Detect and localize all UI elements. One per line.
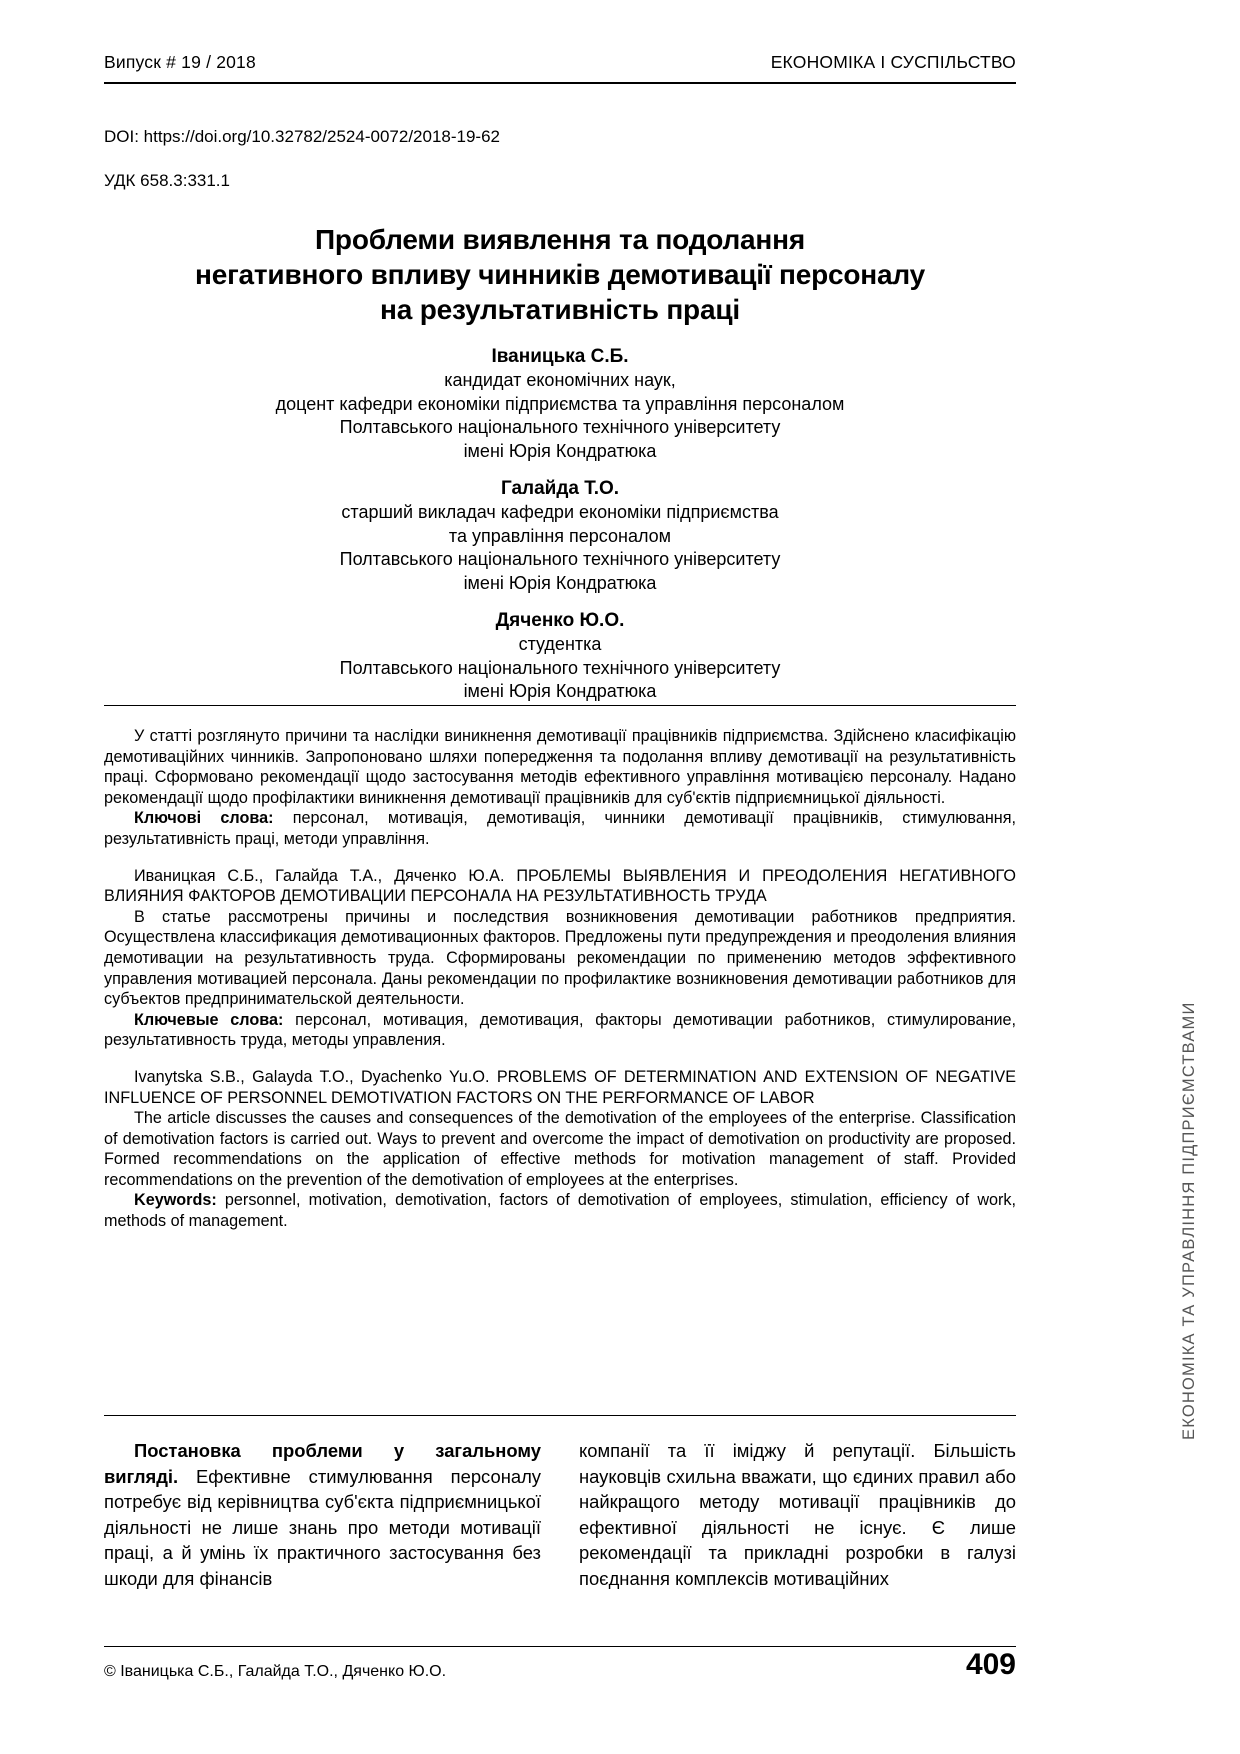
author-entry <box>104 344 1016 463</box>
keywords-ru <box>104 1010 1016 1051</box>
running-head-journal: ЕКОНОМІКА І СУСПІЛЬСТВО <box>770 52 1016 72</box>
author-affiliation-line: студентка <box>518 634 602 654</box>
keywords-ru-values: персонал, мотивация, демотивация, факторы демотивации работников, стимулирование, результативность труда, методы управления. <box>104 1010 1017 1050</box>
page-number: 409 <box>965 1648 1016 1681</box>
author-affiliation-line: доцент кафедри економіки підприємства та управління персоналом <box>275 393 845 414</box>
abstract-ru-heading: Иваницкая С.Б., Галайда Т.А., Дяченко Ю.А. ПРОБЛЕМЫ ВЫЯВЛЕНИЯ И ПРЕОДОЛЕНИЯ НЕГАТИВНОГО ВЛИЯНИЯ ФАКТОРОВ ДЕМОТИВАЦИИ ПЕРСОНАЛА НА РЕЗУЛЬТАТИВНОСТЬ ТРУДА <box>104 866 1016 906</box>
author-affiliation-line: та управління персоналом <box>448 525 672 546</box>
abstract-russian <box>104 866 1016 1051</box>
author-name: Іваницька С.Б. <box>491 346 629 367</box>
author-affiliation-line: імені Юрія Кондратюка <box>463 572 657 593</box>
keywords-uk-label: Ключові слова: <box>134 809 274 828</box>
author-affiliation-line: імені Юрія Кондратюка <box>463 681 657 701</box>
body-left-paragraph <box>104 1438 541 1592</box>
title-line-1: Проблеми виявлення та подолання <box>314 224 805 255</box>
body-left-text: Ефективне стимулювання персоналу потребує від керівництва суб'єкта підприємницької діяльності не лише знань про методи мотивації праці, а й умінь їх практичного застосування без шкоди для фінансів <box>104 1465 541 1589</box>
page-title <box>104 222 1016 327</box>
keywords-en-label: Keywords: <box>134 1191 217 1210</box>
author-affiliation-line: імені Юрія Кондратюка <box>463 440 657 461</box>
author-name: Галайда Т.О. <box>500 478 620 499</box>
author-entry <box>104 608 1016 704</box>
doi-text: DOI: https://doi.org/10.32782/2524-0072/2018-19-62 <box>104 127 501 146</box>
body-column-right <box>579 1438 1016 1592</box>
author-block <box>104 344 1016 717</box>
author-affiliation-line: старший викладач кафедри економіки підприємства <box>341 502 779 522</box>
footer-copyright: © Іваницька С.Б., Галайда Т.О., Дяченко Ю.О. <box>104 1663 447 1680</box>
body-section-heading: Постановка проблеми у загальному вигляді. <box>104 1440 541 1487</box>
running-head-issue: Випуск # 19 / 2018 <box>104 52 256 72</box>
title-line-2: негативного впливу чинників демотивації персоналу <box>195 259 925 290</box>
body-columns <box>104 1438 1016 1592</box>
abstract-english <box>104 1067 1016 1232</box>
abstract-en-heading: Ivanytska S.B., Galayda T.O., Dyachenko Yu.O. PROBLEMS OF DETERMINATION AND EXTENSION OF NEGATIVE INFLUENCE OF PERSONNEL DEMOTIVATION FACTORS ON THE PERFORMANCE OF LABOR <box>104 1067 1016 1107</box>
abstract-uk-text: У статті розглянуто причини та наслідки виникнення демотивації працівників підприємства. Здійснено класифікацію демотиваційних чинників. Запропоновано шляхи попередження та подолання впливу демотивації на результативність праці. Сформовано рекомендації щодо застосування методів ефективного управління мотивацією персоналу. Надано рекомендації щодо профілактики виникнення демотивації працівників для суб'єктів підприємницької діяльності. <box>104 727 1016 807</box>
keywords-ru-label: Ключевые слова: <box>134 1010 284 1029</box>
section-vertical-title: ЕКОНОМІКА ТА УПРАВЛІННЯ ПІДПРИЄМСТВАМИ <box>1180 1001 1198 1440</box>
udc-text: УДК 658.3:331.1 <box>104 171 230 190</box>
abstract-ru-text: В статье рассмотрены причины и последствия возникновения демотивации работников предприятия. Осуществлена классификация демотивационных факторов. Предложены пути предупреждения и преодоления влияния демотивации на результативность труда. Сформированы рекомендации по применению методов эффективного управления мотивацией персонала. Даны рекомендации по профилактике возникновения демотивации работников для субъектов предпринимательской деятельности. <box>104 907 1016 1009</box>
author-name: Дяченко Ю.О. <box>495 610 625 631</box>
footer-divider <box>104 1646 1016 1647</box>
abstract-section <box>104 726 1016 1248</box>
author-entry <box>104 476 1016 595</box>
keywords-uk-values: персонал, мотивація, демотивація, чинники демотивації працівників, стимулювання, результативність праці, методи управління. <box>104 809 1016 848</box>
abstract-divider-top <box>104 705 1016 706</box>
body-divider-top <box>104 1415 1016 1416</box>
author-affiliation-line: Полтавського національного технічного університету <box>339 657 781 678</box>
title-line-3: на результативність праці <box>380 294 740 325</box>
author-affiliation-line: Полтавського національного технічного університету <box>339 417 781 437</box>
abstract-en-text: The article discusses the causes and consequences of the demotivation of the employees of the enterprise. Classification of demotivation factors is carried out. Ways to prevent and overcome the impact of demotivation on productivity are proposed. Formed recommendations on the application of effective methods for motivation management of staff. Provided recommendations on the prevention of the demotivation of employees at the enterprises. <box>104 1109 1016 1189</box>
body-column-left <box>104 1438 541 1592</box>
running-head <box>104 52 1016 73</box>
header-divider <box>104 82 1016 84</box>
keywords-en-values: personnel, motivation, demotivation, factors of demotivation of employees, stimulation, efficiency of work, methods of management. <box>104 1191 1016 1231</box>
keywords-en <box>104 1190 1016 1231</box>
body-right-paragraph: компанії та її іміджу й репутації. Більшість науковців схильна вважати, що єдиних правил або найкращого методу мотивації працівників до ефективної діяльності не існує. Є лише рекомендації та прикладні розробки в галузі поєднання комплексів мотиваційних <box>579 1440 1016 1589</box>
keywords-uk <box>104 808 1016 849</box>
abstract-ukrainian <box>104 726 1016 850</box>
author-affiliation-line: кандидат економічних наук, <box>444 370 676 390</box>
author-affiliation-line: Полтавського національного технічного університету <box>339 549 781 569</box>
